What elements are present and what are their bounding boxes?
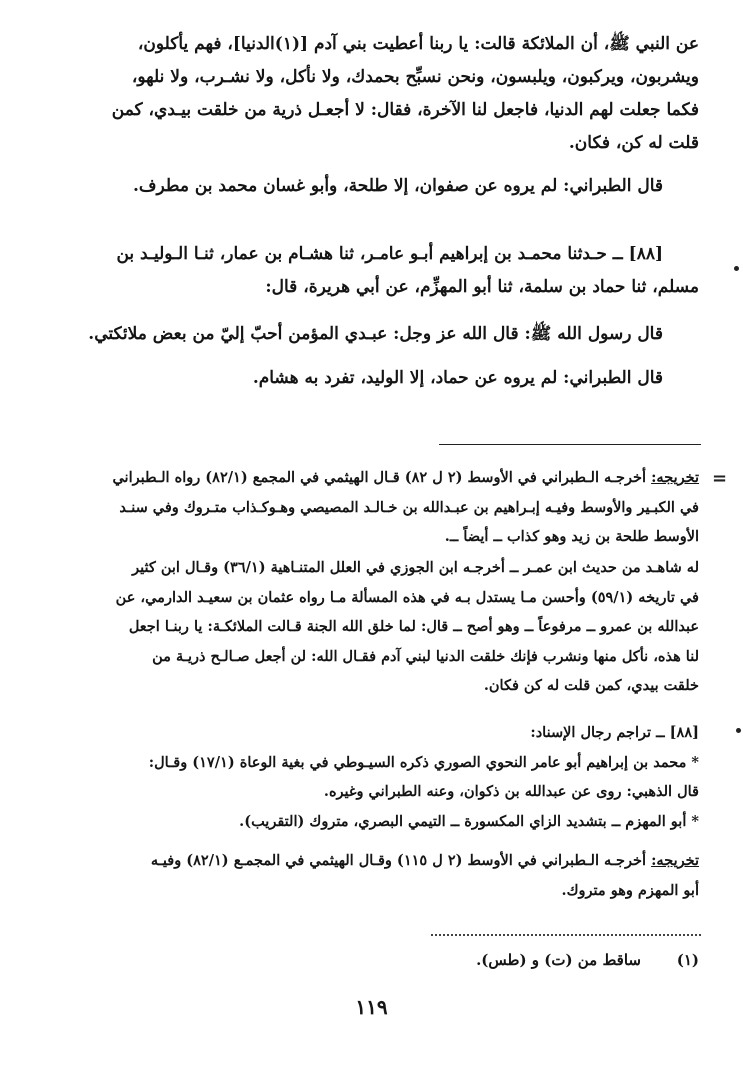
- text-line: قال رسول الله ﷺ: قال الله عز وجل: عبـدي المؤمن أحبّ إليّ من بعض ملائكتي.: [88, 324, 663, 344]
- text-line: له شاهـد من حديث ابن عمـر ــ أخرجـه ابن الجوزي في العلل المتنـاهية (٣٦/١) وقـال ابن كثير: [132, 559, 699, 576]
- text-line: تخريجه: أخرجـه الـطبراني في الأوسط (٢ ل ١١٥) وقـال الهيثمي في المجمـع (٨٢/١) وفيـه: [150, 852, 699, 869]
- takhrij-note-87: [73, 463, 699, 552]
- tarajim-heading: [٨٨] ــ تراجم رجال الإسناد:: [530, 724, 699, 741]
- margin-equals-mark: =: [712, 468, 728, 489]
- text-line: أبو المهزم وهو متروك.: [561, 881, 699, 899]
- text-line: قلت له كن، فكان.: [568, 133, 699, 153]
- text-line: عن النبي ﷺ، أن الملائكة قالت: يا ربنا أعطيت بني آدم [(١)الدنيا]، فهم يأكلون،: [137, 34, 699, 54]
- text-line: فكما جعلت لهم الدنيا، فاجعل لنا الآخرة، فقال: لا أجعـل ذرية من خلقت بيـدي، كمن: [111, 100, 699, 120]
- hadith-88-isnad: [73, 238, 699, 304]
- margin-dot: [734, 266, 739, 271]
- tabarani-comment-1: [73, 170, 699, 203]
- text-line: [٨٨] ــ حـدثنا محمـد بن إبراهيم أبـو عامـر، ثنا هشـام بن عمار، ثنـا الـوليـد بن: [116, 244, 663, 264]
- text-line: * محمد بن إبراهيم أبو عامر النحوي الصوري ذكره السيـوطي في بغية الوعاة (١٧/١) وقـال:: [148, 753, 699, 771]
- tarajim-note-88: [73, 718, 699, 836]
- margin-dot: [736, 728, 741, 733]
- shahid-note: [73, 553, 699, 701]
- text-line: * أبو المهزم ــ بتشديد الزاي المكسورة ــ التيمي البصري، متروك (التقريب).: [239, 812, 699, 830]
- text-line: في الكبـير والأوسط وفيـه إبـراهيم بن عبـدالله بن خـالـد المصيصي وهـوكـذاب متـروك وفي سنـد: [119, 498, 699, 516]
- notes-separator-rule: [439, 444, 701, 445]
- footnote-separator-dotted: [431, 934, 701, 936]
- takhrij-label: تخريجه:: [651, 852, 699, 869]
- takhrij-note-88: [73, 846, 699, 905]
- text-line: خلقت بيدي، كمن قلت له كن فكان.: [483, 677, 699, 694]
- text-line: قال الطبراني: لم يروه عن صفوان، إلا طلحة، وأبو غسان محمد بن مطرف.: [132, 176, 663, 196]
- footnote: [73, 948, 699, 972]
- main-paragraph-hadith-87-end: [73, 28, 699, 160]
- text-line: ويشربون، ويركبون، ويلبسون، ونحن نسبِّح بحمدك، ولا نأكل، ولا نشـرب، ولا نلهو،: [131, 67, 699, 87]
- text-line: الأوسط طلحة بن زيد وهو كذاب ــ أيضاً ــ.: [444, 528, 699, 545]
- text-line: لنا هذه، نأكل منها ونشرب فإنك خلقت الدنيا لبني آدم فقـال الله: لن أجعل صـالـح ذريـة من: [152, 647, 699, 665]
- text-line: في تاريخه (٥٩/١) وأحسن مـا يستدل بـه في هذه المسألة مـا رواه عثمان بن سعيـد الدارمي، عن: [115, 588, 699, 606]
- text-line: قال الذهبي: روى عن عبدالله بن ذكوان، وعنه الطبراني وغيره.: [323, 783, 699, 800]
- footnote-number: (١): [676, 951, 699, 969]
- text-line: عبدالله بن عمرو ــ مرفوعاً ــ وهو أصح ــ قال: لما خلق الله الجنة قـالت الملائكـة: يا ربنـا اجعل: [128, 618, 699, 635]
- tabarani-comment-2: [73, 362, 699, 395]
- text-line: قال الطبراني: لم يروه عن حماد، إلا الوليد، تفرد به هشام.: [252, 368, 663, 388]
- text-line: مسلم، ثنا حماد بن سلمة، ثنا أبو المهزِّم، عن أبي هريرة، قال:: [265, 277, 699, 297]
- footnote-text: ساقط من (ت) و (طس).: [476, 951, 641, 969]
- takhrij-label: تخريجه:: [651, 469, 699, 486]
- text-line: تخريجه: أخرجـه الـطبراني في الأوسط (٢ ل ٨٢) قـال الهيثمي في المجمع (٨٢/١) رواه الـطبراني: [112, 469, 699, 486]
- hadith-88-matn: [73, 318, 699, 351]
- page-number: ١١٩: [355, 995, 388, 1019]
